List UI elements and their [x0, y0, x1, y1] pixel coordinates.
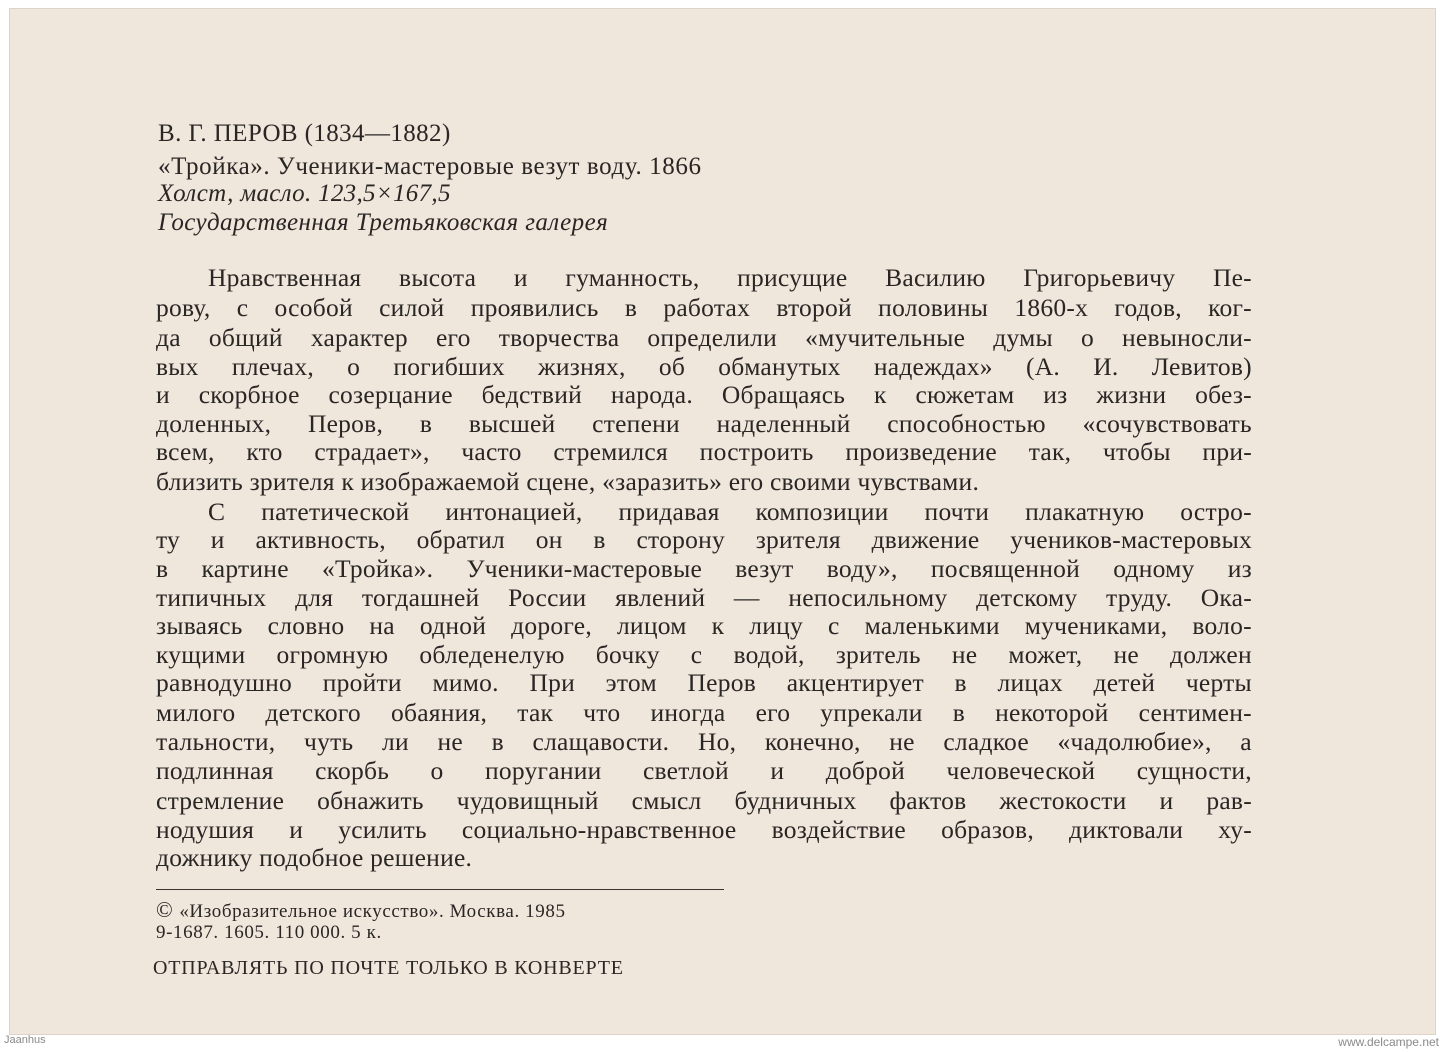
body-line: кущими огромную обледенелую бочку с водой, зритель не может, не должен: [156, 640, 1252, 669]
body-line: тальности, чуть ли не в слащавости. Но, конечно, не сладкое «чадолюбие», а: [156, 727, 1252, 756]
body-line: рову, с особой силой проявились в работах второй половины 1860-х годов, ког-: [156, 293, 1252, 322]
body-line: да общий характер его творчества определили «мучительные думы о невыносли-: [156, 323, 1252, 352]
body-line: вых плечах, о погибших жизнях, об обманутых надеждах» (А. И. Левитов): [156, 352, 1252, 381]
body-line: всем, кто страдает», часто стремился построить произведение так, чтобы при-: [156, 437, 1252, 466]
body-line: равнодушно пройти мимо. При этом Перов акцентирует в лицах детей черты: [156, 668, 1252, 697]
body-line: близить зрителя к изображаемой сцене, «заразить» его своими чувствами.: [156, 467, 980, 496]
artwork-medium: Холст, масло. 123,5×167,5: [158, 180, 451, 207]
publisher-line: [156, 897, 566, 923]
footer-divider: [156, 889, 724, 890]
watermark-right: www.delcampe.net: [1338, 1035, 1439, 1049]
watermark-left: Jaanhus: [4, 1034, 46, 1046]
body-line: зываясь словно на одной дороге, лицом к лицу с маленькими мучениками, воло-: [156, 611, 1252, 640]
body-line: С патетической интонацией, придавая композиции почти плакатную остро-: [208, 497, 1252, 526]
body-line: доленных, Перов, в высшей степени наделенный способностью «сочувствовать: [156, 409, 1252, 438]
museum-name: Государственная Третьяковская галерея: [158, 209, 609, 236]
artwork-title: «Тройка». Ученики-мастеровые везут воду. 1866: [158, 153, 702, 180]
publisher-text: «Изобразительное искусство». Москва. 1985: [179, 901, 566, 922]
body-line: милого детского обаяния, так что иногда его упрекали в некоторой сентимен-: [156, 698, 1252, 727]
body-line: Нравственная высота и гуманность, присущие Василию Григорьевичу Пе-: [208, 263, 1252, 292]
body-line: и скорбное созерцание бедствий народа. Обращаясь к сюжетам из жизни обез-: [156, 380, 1252, 409]
artist-heading: В. Г. ПЕРОВ (1834—1882): [158, 120, 451, 147]
body-line: подлинная скорбь о поругании светлой и доброй человеческой сущности,: [156, 756, 1252, 785]
body-line: нодушия и усилить социально-нравственное воздействие образов, диктовали ху-: [156, 815, 1252, 844]
body-line: типичных для тогдашней России явлений — непосильному детскому труду. Ока-: [156, 583, 1252, 612]
body-line: в картине «Тройка». Ученики-мастеровые везут воду», посвященной одному из: [156, 554, 1252, 583]
body-line: стремление обнажить чудовищный смысл будничных фактов жестокости и рав-: [156, 786, 1252, 815]
mailing-notice: ОТПРАВЛЯТЬ ПО ПОЧТЕ ТОЛЬКО В КОНВЕРТЕ: [153, 957, 624, 979]
copyright-icon: ©: [156, 897, 174, 922]
print-codes: 9-1687. 1605. 110 000. 5 к.: [156, 922, 382, 943]
body-line: ту и активность, обратил он в сторону зрителя движение учеников-мастеровых: [156, 525, 1252, 554]
postcard-back: [10, 9, 1435, 1034]
body-line: дожнику подобное решение.: [156, 843, 473, 872]
